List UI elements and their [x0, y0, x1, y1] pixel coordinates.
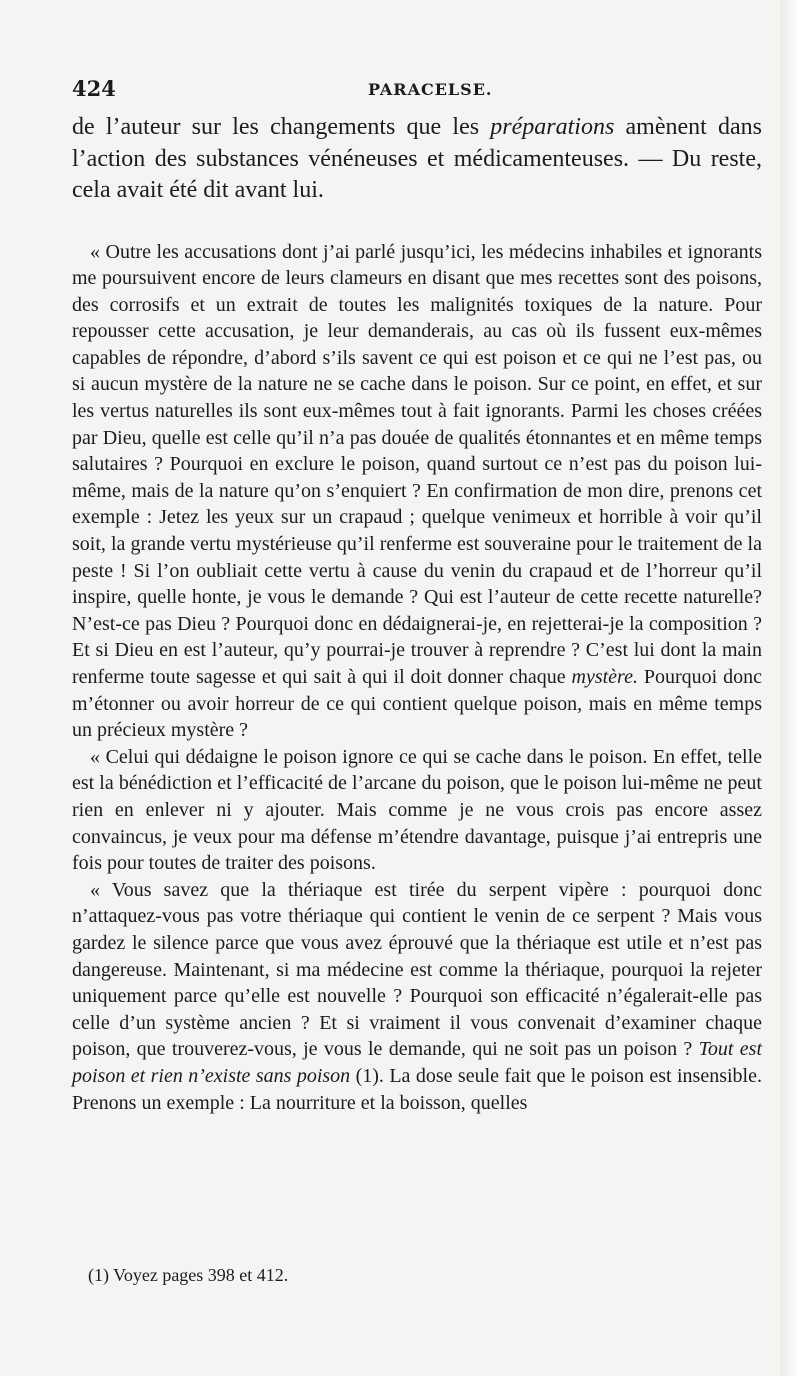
quote-paragraph-3 [72, 877, 762, 1116]
quote-3-text-end: (1). La dose seule fait que le poison est insensible. Prenons un exemple : La nourriture et la boisson, quelles [72, 1064, 762, 1114]
quote-1-emphasis: mystère. [571, 666, 638, 688]
quote-3-text: « Vous savez que la thériaque est tirée du serpent vipère : pourquoi donc n’attaquez-vous pas votre thériaque qui contient le venin de ce serpent ? Mais vous gardez le silence parce que vous avez éprouvé que la thériaque est utile et n’est pas dangereuse. Maintenant, si ma médecine est comme la thériaque, pourquoi la rejeter uniquement parce qu’elle est nouvelle ? Pourquoi son efficacité n’égalerait-elle pas celle d’un système ancien ? Et si vraiment il vous convenait d’examiner chaque poison, que trouverez-vous, je vous le demande, qui ne soit pas un poison ? [72, 878, 762, 1061]
quote-1-text-end: Pourquoi donc m’étonner ou avoir horreur de ce qui contient quelque poison, mais en même temps un précieux mystère ? [72, 666, 762, 742]
page-gutter [780, 0, 800, 1376]
intro-emphasis: préparations [490, 114, 615, 140]
page-header [72, 76, 762, 106]
quote-paragraph-2 [72, 744, 762, 877]
quote-1-text: « Outre les accusations dont j’ai parlé jusqu’ici, les médecins inhabiles et ignorants me poursuivent encore de leurs clameurs en disant que mes recettes sont des poisons, des corrosifs et un extrait de toutes les malignités toxiques de la nature. Pour repousser cette accusation, je leur demanderais, au cas où ils fussent eux-mêmes capables de répondre, d’abord s’ils savent ce qui est poison et ce qui ne l’est pas, ou si aucun mystère de la nature ne se cache dans le poison. Sur ce point, en effet, et sur les vertus naturelles ils sont eux-mêmes tout à fait ignorants. Parmi les choses créées par Dieu, quelle est celle qu’il n’a pas douée de qualités étonnantes et en même temps salutaires ? Pourquoi en exclure le poison, quand surtout ce n’est pas du poison lui-même, mais de la nature qu’on s’enquiert ? En confirmation de mon dire, prenons cet exemple : Jetez les yeux sur un crapaud ; quelque venimeux et horrible à voir qu’il soit, la grande vertu mystérieuse qu’il renferme est souveraine pour le traitement de la peste ! Si l’on oubliait cette vertu à cause du venin du crapaud et de l’horreur qu’il inspire, quelle honte, je vous le demande ? Qui est l’auteur de cette recette naturelle? N’est-ce pas Dieu ? Pourquoi donc en dédaignerai-je, en rejetterai-je la composition ? Et si Dieu en est l’auteur, qu’y pourrai-je trouver à reprendre ? C’est lui dont la main renferme toute sagesse et qui sait à qui il doit donner chaque [72, 240, 762, 688]
page-number: 424 [72, 76, 116, 101]
intro-text-end: amènent dans l’action des substances vénéneuses et médicamenteuses. — Du reste, cela avait été dit avant lui. [72, 114, 762, 203]
intro-paragraph [72, 112, 762, 207]
footnote: (1) Voyez pages 398 et 412. [88, 1265, 289, 1285]
body-text [72, 112, 762, 1116]
quote-2-text: « Celui qui dédaigne le poison ignore ce qui se cache dans le poison. En effet, telle est la bénédiction et l’efficacité de l’arcane du poison, que le poison lui-même ne peut rien en enlever ni y ajouter. Mais comme je ne vous crois pas encore assez convaincus, je veux pour ma défense m’étendre davantage, puisque j’ai entrepris une fois pour toutes de traiter des poisons. [72, 745, 762, 875]
running-title: PARACELSE. [368, 80, 493, 99]
quote-3-emphasis: Tout est poison et rien n’existe sans poison [72, 1038, 763, 1087]
intro-text-start: de l’auteur sur les changements que les [72, 114, 491, 140]
quote-paragraph-1 [72, 239, 762, 744]
